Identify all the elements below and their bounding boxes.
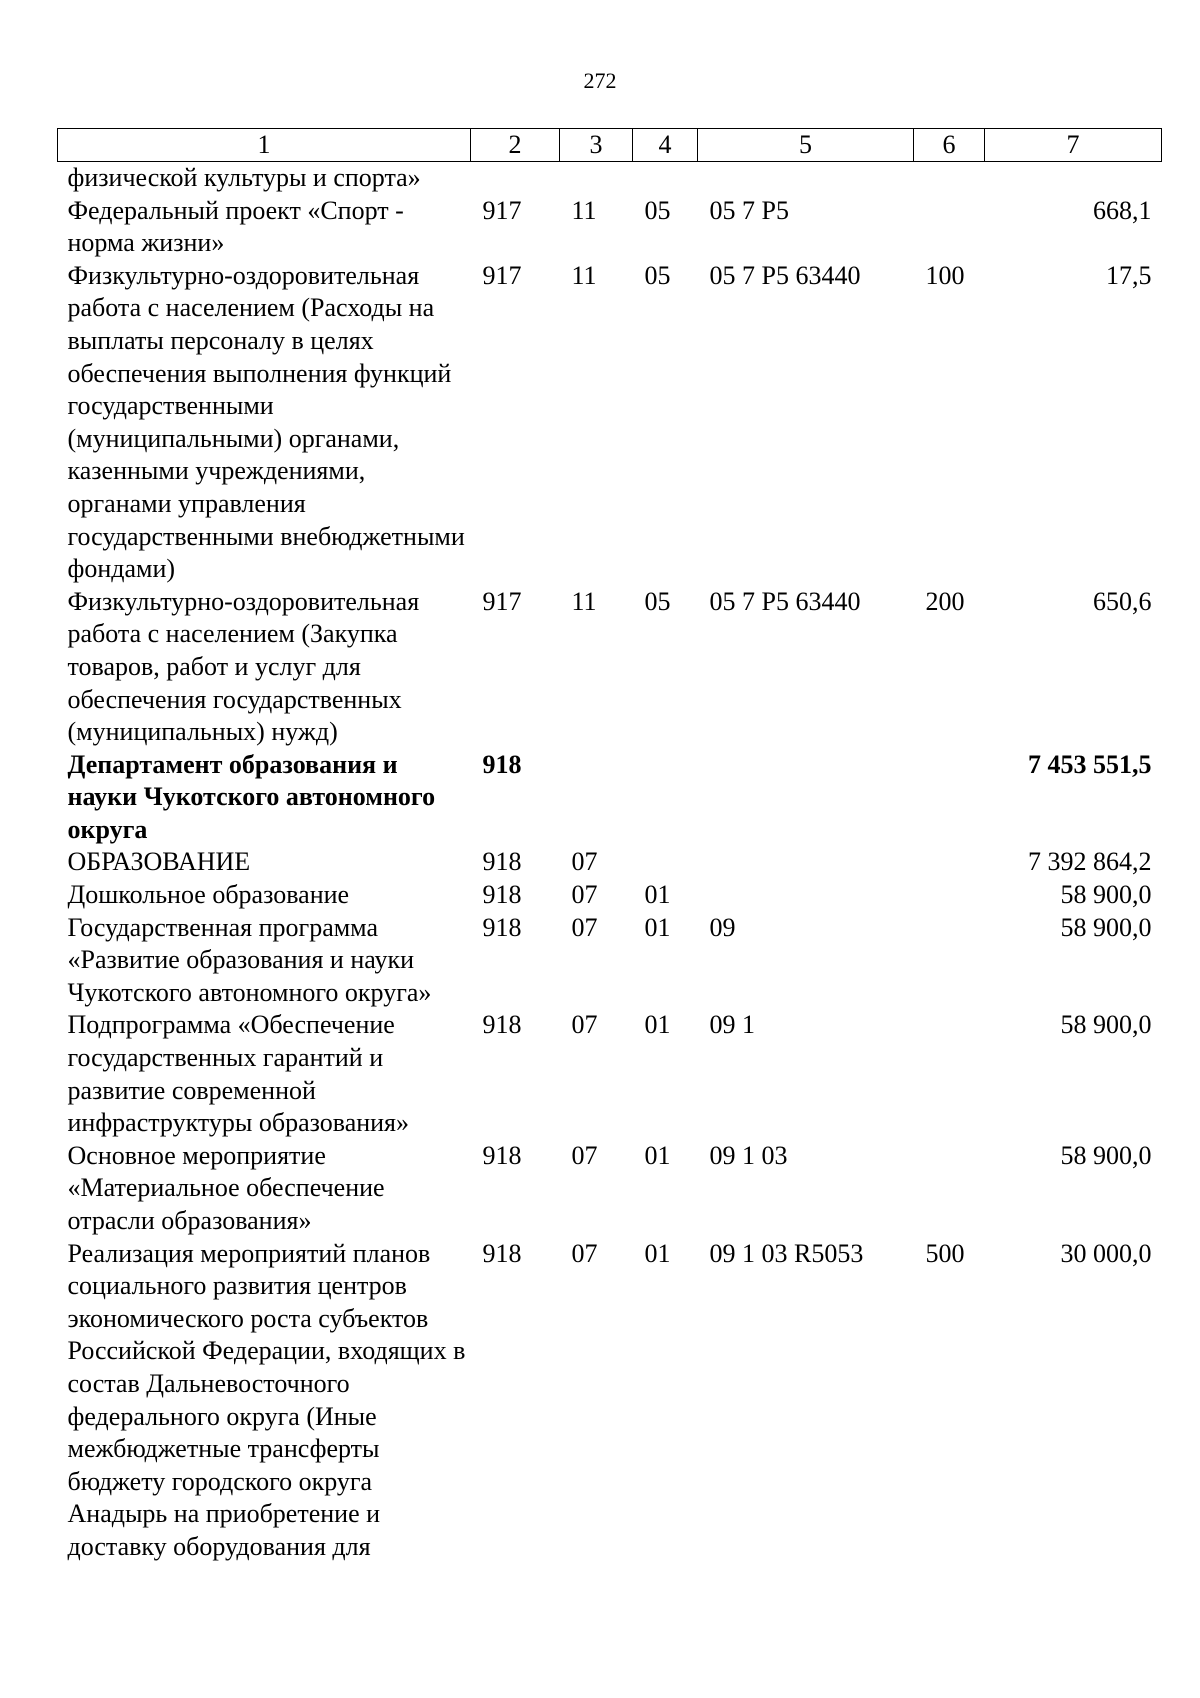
expense-type-code: 200 xyxy=(925,586,965,616)
expense-type-code xyxy=(914,846,985,879)
subsection-code xyxy=(633,846,698,879)
expense-type-code: 500 xyxy=(925,1238,965,1268)
header-row xyxy=(58,129,1162,162)
target-article-code: 09 1 03 R5053 xyxy=(709,1238,864,1268)
department-code: 917 xyxy=(482,260,522,290)
column-header-7: 7 xyxy=(985,129,1162,162)
table-row xyxy=(58,1238,1162,1564)
expense-type-code xyxy=(914,162,985,195)
item-name: Государственная программа «Развитие образования и науки Чукотского автономного округа» xyxy=(67,912,432,1007)
target-article-code: 09 1 xyxy=(709,1010,755,1040)
amount: 58 900,0 xyxy=(1060,880,1152,910)
subsection-code: 01 xyxy=(644,1140,671,1170)
table-row xyxy=(58,162,1162,195)
column-header-6: 6 xyxy=(914,129,985,162)
section-code: 07 xyxy=(571,880,598,910)
department-code: 917 xyxy=(482,586,522,616)
item-name: физической культуры и спорта» xyxy=(67,163,421,192)
subsection-code xyxy=(633,162,698,195)
table-row xyxy=(58,846,1162,879)
budget-table xyxy=(57,128,1162,1564)
expense-type-code xyxy=(914,1009,985,1139)
target-article-code xyxy=(698,846,914,879)
section-code: 07 xyxy=(571,1238,598,1268)
subsection-code: 05 xyxy=(644,586,671,616)
subsection-code: 01 xyxy=(644,1010,671,1040)
table-row xyxy=(58,879,1162,912)
table-row xyxy=(58,586,1162,749)
section-code xyxy=(560,749,633,847)
amount: 7 392 864,2 xyxy=(1028,847,1152,877)
item-name: Департамент образования и науки Чукотского автономного округа xyxy=(67,749,436,844)
column-header-5: 5 xyxy=(698,129,914,162)
department-code: 918 xyxy=(482,912,522,942)
expense-type-code xyxy=(914,1140,985,1238)
department-code: 917 xyxy=(482,195,522,225)
target-article-code: 05 7 P5 63440 xyxy=(709,586,861,616)
section-code: 07 xyxy=(571,912,598,942)
department-code xyxy=(471,162,560,195)
table-row xyxy=(58,195,1162,260)
department-code: 918 xyxy=(482,1010,522,1040)
target-article-code xyxy=(698,749,914,847)
item-name: ОБРАЗОВАНИЕ xyxy=(67,847,251,877)
item-name: Основное мероприятие «Материальное обеспечение отрасли образования» xyxy=(67,1140,385,1235)
target-article-code xyxy=(698,162,914,195)
department-code: 918 xyxy=(482,880,522,910)
subsection-code: 01 xyxy=(644,880,671,910)
target-article-code: 09 xyxy=(709,912,736,942)
target-article-code: 09 1 03 xyxy=(709,1140,788,1170)
item-name: Подпрограмма «Обеспечение государственных гарантий и развитие современной инфраструктуры образования» xyxy=(67,1010,410,1138)
expense-type-code: 100 xyxy=(925,260,965,290)
expense-type-code xyxy=(914,912,985,1010)
subsection-code: 01 xyxy=(644,912,671,942)
section-code: 07 xyxy=(571,1010,598,1040)
subsection-code: 01 xyxy=(644,1238,671,1268)
department-code: 918 xyxy=(482,749,522,779)
department-code: 918 xyxy=(482,1140,522,1170)
amount: 58 900,0 xyxy=(1060,1010,1152,1040)
item-name: Физкультурно-оздоровительная работа с населением (Расходы на выплаты персоналу в целях обеспечения выполнения функций государственными (муниципальными) органами, казенными учреждениями, органами управления государственными внебюджетными фондами) xyxy=(67,260,465,584)
target-article-code xyxy=(698,879,914,912)
table-row xyxy=(58,749,1162,847)
column-header-3: 3 xyxy=(560,129,633,162)
table-body xyxy=(58,162,1162,1564)
item-name: Реализация мероприятий планов социального развития центров экономического роста субъектов Российской Федерации, входящих в состав Дальневосточного федерального округа (Иные межбюджетные трансферты бюджету городского округа Анадырь на приобретение и доставку оборудования для xyxy=(67,1238,466,1561)
subsection-code: 05 xyxy=(644,260,671,290)
page-number: 272 xyxy=(583,68,617,93)
subsection-code xyxy=(633,749,698,847)
section-code: 11 xyxy=(571,195,597,225)
section-code: 11 xyxy=(571,586,597,616)
amount: 30 000,0 xyxy=(1060,1238,1152,1268)
section-code: 11 xyxy=(571,260,597,290)
amount xyxy=(985,162,1162,195)
amount: 17,5 xyxy=(1106,260,1152,290)
section-code: 07 xyxy=(571,1140,598,1170)
expense-type-code xyxy=(914,195,985,260)
department-code: 918 xyxy=(482,847,522,877)
table-row xyxy=(58,912,1162,1010)
table-row xyxy=(58,1009,1162,1139)
section-code: 07 xyxy=(571,847,598,877)
table-row xyxy=(58,260,1162,586)
target-article-code: 05 7 P5 63440 xyxy=(709,260,861,290)
item-name: Федеральный проект «Спорт - норма жизни» xyxy=(67,195,404,258)
amount: 58 900,0 xyxy=(1060,1140,1152,1170)
amount: 668,1 xyxy=(1093,195,1152,225)
column-header-1: 1 xyxy=(58,129,471,162)
target-article-code: 05 7 P5 xyxy=(709,195,789,225)
subsection-code: 05 xyxy=(644,195,671,225)
table-row xyxy=(58,1140,1162,1238)
column-header-2: 2 xyxy=(471,129,560,162)
department-code: 918 xyxy=(482,1238,522,1268)
item-name: Дошкольное образование xyxy=(67,880,350,910)
amount: 58 900,0 xyxy=(1060,912,1152,942)
expense-type-code xyxy=(914,879,985,912)
column-header-4: 4 xyxy=(633,129,698,162)
table-header xyxy=(58,129,1162,162)
amount: 650,6 xyxy=(1093,586,1152,616)
amount: 7 453 551,5 xyxy=(1028,749,1152,779)
expense-type-code xyxy=(914,749,985,847)
item-name: Физкультурно-оздоровительная работа с населением (Закупка товаров, работ и услуг для обеспечения государственных (муниципальных) нужд) xyxy=(67,586,420,747)
section-code xyxy=(560,162,633,195)
